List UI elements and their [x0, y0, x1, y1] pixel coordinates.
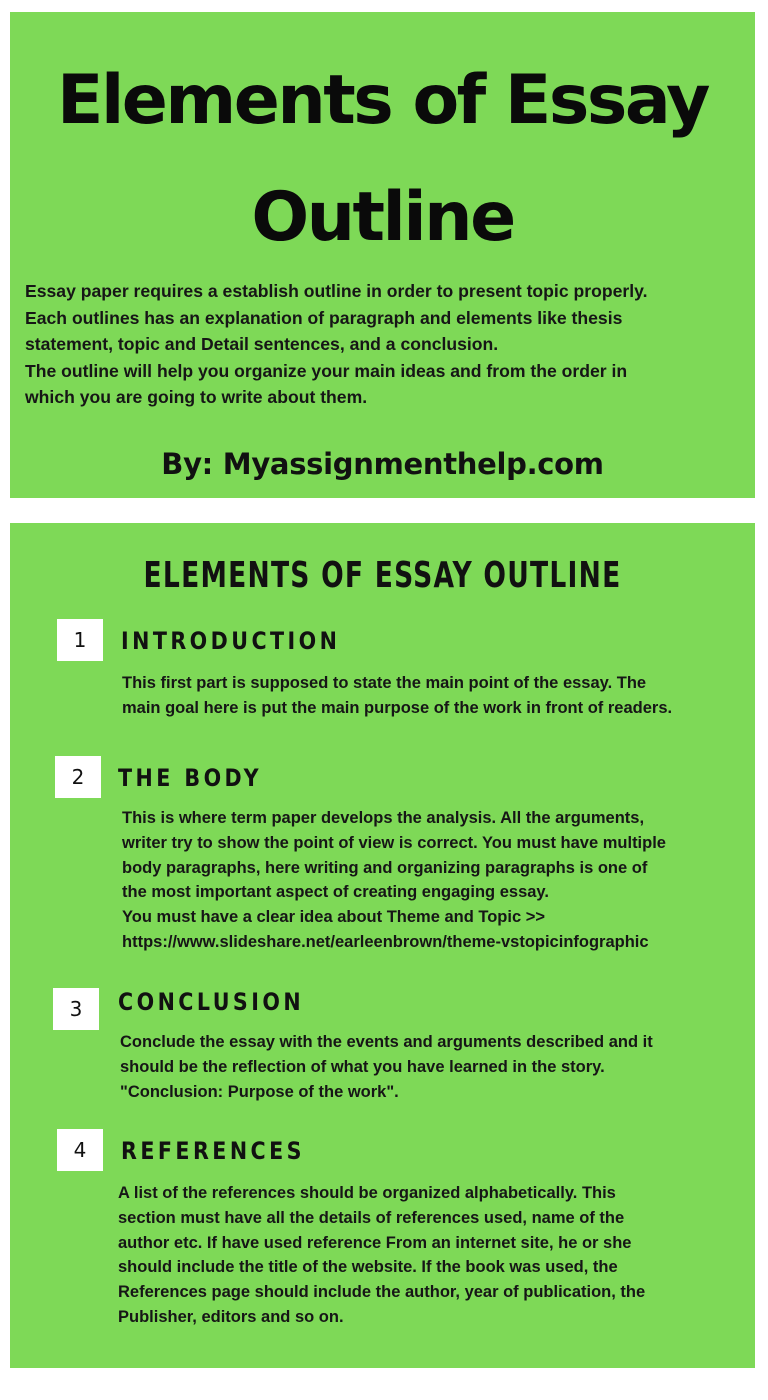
- intro-line: Each outlines has an explanation of paragraph and elements like thesis: [25, 307, 623, 328]
- item-text-line: You must have a clear idea about Theme and Topic >>: [122, 908, 546, 927]
- item-text-line: Publisher, editors and so on.: [118, 1307, 344, 1326]
- item-number-box: 3: [53, 988, 99, 1030]
- item-description: [122, 806, 666, 955]
- item-title: THE BODY: [118, 764, 263, 792]
- item-title: REFERENCES: [121, 1137, 305, 1165]
- item-text-line: References page should include the author, year of publication, the: [118, 1283, 646, 1302]
- item-title: INTRODUCTION: [121, 627, 341, 655]
- item-text-line: https://www.slideshare.net/earleenbrown/theme-vstopicinfographic: [122, 932, 649, 951]
- intro-line: Essay paper requires a establish outline in order to present topic properly.: [25, 281, 648, 301]
- item-text-line: body paragraphs, here writing and organizing paragraphs is one of: [122, 858, 648, 877]
- item-description: [118, 1181, 645, 1330]
- item-text-line: A list of the references should be organized alphabetically. This: [118, 1184, 616, 1202]
- item-number-box: 4: [57, 1129, 103, 1171]
- item-text-line: Conclude the essay with the events and arguments described and it: [120, 1033, 653, 1051]
- title-panel: [10, 12, 755, 498]
- section-heading: ELEMENTS OF ESSAY OUTLINE: [143, 555, 622, 596]
- item-number-box: 2: [55, 756, 101, 798]
- item-text-line: the most important aspect of creating engaging essay.: [122, 883, 549, 902]
- item-text-line: author etc. If have used reference From an internet site, he or she: [118, 1233, 632, 1252]
- item-text-line: "Conclusion: Purpose of the work".: [120, 1082, 399, 1101]
- item-text-line: section must have all the details of references used, name of the: [118, 1208, 625, 1227]
- intro-line: statement, topic and Detail sentences, and a conclusion.: [25, 334, 499, 354]
- intro-line: which you are going to write about them.: [25, 387, 368, 407]
- page-title-line-1: Elements of Essay: [57, 61, 708, 140]
- item-text-line: should be the reflection of what you have learned in the story.: [120, 1057, 605, 1076]
- item-title: CONCLUSION: [118, 988, 305, 1016]
- item-number-box: 1: [57, 619, 103, 661]
- item-description: [120, 1030, 653, 1104]
- item-description: [122, 671, 672, 721]
- page-title-line-2: Outline: [251, 178, 514, 257]
- item-text-line: main goal here is put the main purpose of the work in front of readers.: [122, 698, 673, 717]
- byline: By: Myassignmenthelp.com: [161, 447, 604, 481]
- item-text-line: This first part is supposed to state the main point of the essay. The: [122, 674, 647, 692]
- intro-paragraph: [25, 278, 745, 411]
- item-text-line: should include the title of the website. If the book was used, the: [118, 1258, 618, 1277]
- item-text-line: This is where term paper develops the analysis. All the arguments,: [122, 809, 645, 827]
- elements-panel: [10, 523, 755, 1368]
- intro-line: The outline will help you organize your main ideas and from the order in: [25, 360, 628, 381]
- item-text-line: writer try to show the point of view is correct. You must have multiple: [122, 833, 666, 852]
